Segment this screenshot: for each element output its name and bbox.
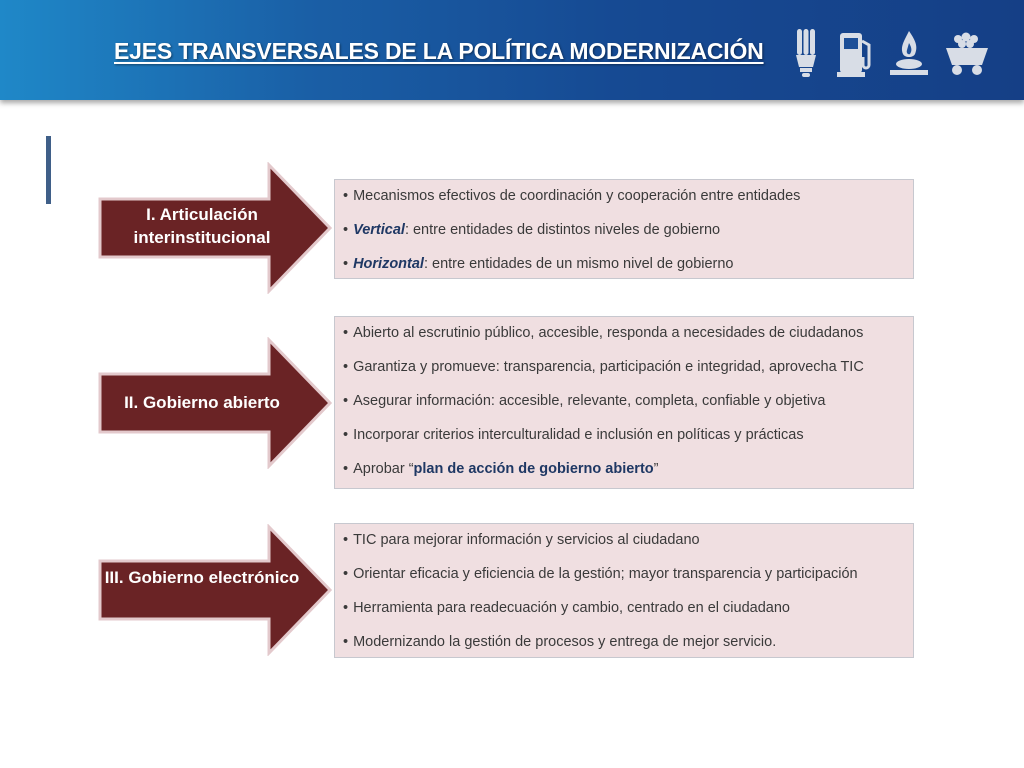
section-box-gobierno-electronico (334, 523, 914, 658)
bullet-item: • Garantiza y promueve: transparencia, participación e integridad, aprovecha TIC (343, 359, 864, 375)
mine-cart-icon (942, 27, 992, 79)
bullet-item: • Orientar eficacia y eficiencia de la gestión; mayor transparencia y participación (343, 566, 858, 582)
fuel-pump-icon (836, 27, 876, 79)
slide-title: EJES TRANSVERSALES DE LA POLÍTICA MODERNIZACIÓN (114, 38, 764, 64)
bullet-item: • Vertical: entre entidades de distintos niveles de gobierno (343, 222, 721, 238)
section-label: II. Gobierno abierto (124, 393, 280, 412)
bullet-item: • Aprobar “plan de acción de gobierno abierto” (343, 461, 659, 477)
bullet-item: • Asegurar información: accesible, relevante, completa, confiable y objetiva (343, 393, 826, 409)
section-arrow-articulacion (97, 162, 333, 294)
energy-icons (788, 26, 988, 80)
section-arrow-gobierno-electronico (97, 524, 333, 656)
section-arrow-gobierno-abierto (97, 337, 333, 469)
header-banner (0, 0, 1024, 100)
accent-bar (46, 136, 51, 204)
bullet-item: • Mecanismos efectivos de coordinación y cooperación entre entidades (343, 188, 801, 204)
bullet-item: • Herramienta para readecuación y cambio, centrado en el ciudadano (343, 600, 790, 616)
section-box-gobierno-abierto (334, 316, 914, 489)
bullet-item: • Modernizando la gestión de procesos y entrega de mejor servicio. (343, 634, 777, 650)
bullet-item: • Incorporar criterios interculturalidad e inclusión en políticas y prácticas (343, 427, 804, 443)
bullet-item: • TIC para mejorar información y servicios al ciudadano (343, 532, 700, 548)
gas-flame-icon (888, 27, 930, 79)
section-box-articulacion (334, 179, 914, 279)
bullet-item: • Abierto al escrutinio público, accesible, responda a necesidades de ciudadanos (343, 325, 864, 341)
section-label: III. Gobierno electrónico (104, 568, 300, 587)
lightbulb-icon (788, 27, 824, 79)
section-label: I. Articulación interinstitucional (133, 205, 271, 247)
bullet-item: • Horizontal: entre entidades de un mismo nivel de gobierno (343, 256, 734, 272)
